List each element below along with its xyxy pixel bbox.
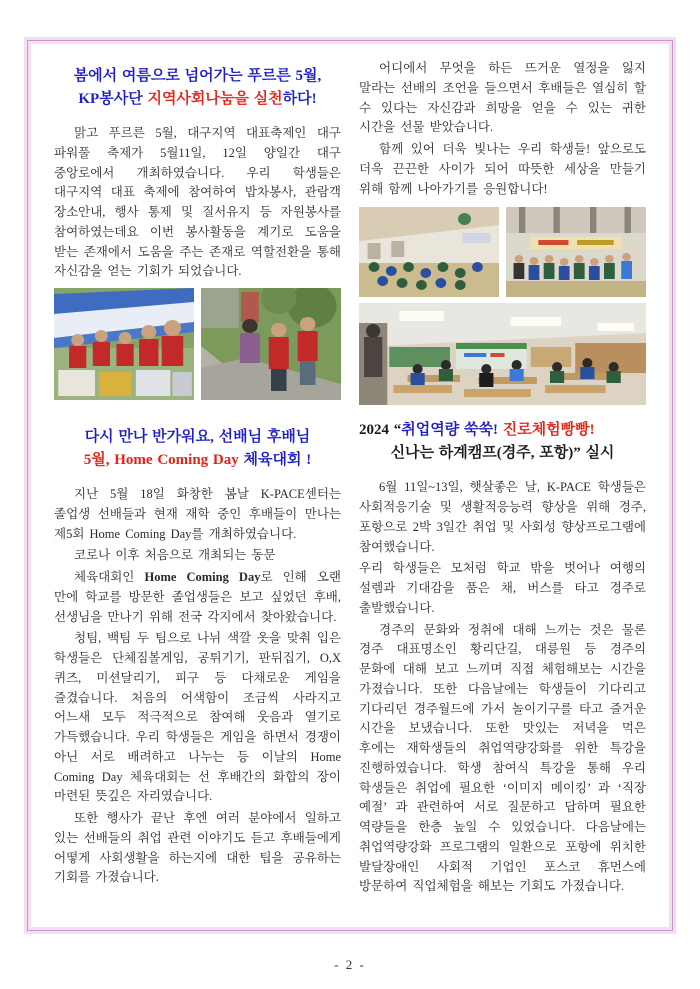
photo-volunteer-booth — [54, 288, 194, 400]
article2-title — [54, 426, 341, 471]
article2-title-line2-blue: 체육대회 ! — [238, 451, 312, 468]
article3-title-red: 진로체험빵빵! — [497, 422, 595, 439]
article3-title-line1 — [359, 419, 646, 442]
article3-paragraph-3: 경주의 문화와 정취에 대해 느끼는 것은 물론 경주 대표명소인 황리단길, 대릉원 등 경주의 문화에 대해 보고 느끼며 직접 체험해보는 시간을 가졌습니다. 또한 다음날에는 학생들이 기다리고 기다리던 경주월드에 가서 놀이기구를 타고 즐거운 시간을 보냈습니다. 또한 맛있는 저녁을 먹은 후에는 재학생들의 취업역량강화를 위한 특강을 진행하였습니다. 학생 참여식 특강을 통해 우리 학생들은 취업에 필요한 ‘이미지 메이킹’ 과 ‘직장 예절’ 과 관련하여 서로 질문하고 답하며 필요한 역량들을 한층 높일 수 있었습니다. 다음날에는 취업역량강화 프로그램의 일환으로 포항에 위치한 발달장애인 사회적 기업인 포스코 휴먼스에 방문하여 직업체험을 해보는 기회도 가졌습니다. — [359, 622, 646, 894]
photo-volunteer-park — [201, 288, 341, 400]
article2-paragraph-3: 청팀, 백팀 두 팀으로 나뉘 색깔 옷을 맞춰 입은 학생들은 단체짐볼게임, 공튀기기, 판뒤집기, O,X 퀴즈, 미션달리기, 피구 등 다채로운 게임을 즐겼습니다. 처음의 어색함이 조금씩 사라지고 어느새 모두 적극적으로 참여해 웃음과 열기로 가득했습니다. 우리 학생들은 게임을 하면서 경쟁이 아닌 서로 배려하고 나누는 등 이날의 Home Coming Day 체육대회는 선 후배간의 화합의 장이 마련된 뜻깊은 자리였습니다. — [54, 631, 341, 804]
article1-title-line2-blue2: 하다! — [282, 90, 317, 107]
right-intro-paragraph-2: 함께 있어 더욱 빛나는 우리 학생들! 앞으로도 더욱 끈끈한 사이가 되어 따뜻한 세상을 만들기 위해 함께 나아가기를 응원합니다! — [359, 142, 646, 196]
gym-photo-row — [359, 207, 646, 297]
article2-title-line1: 다시 만나 반가워요, 선배님 후배님 — [84, 429, 311, 445]
photo-gym-assembly — [359, 207, 499, 297]
article3-title-black: 2024 “ — [359, 422, 402, 439]
article1-title-line2-red: 지역사회나눔을 실천 — [147, 90, 283, 107]
article3-title-line2: 신나는 하계캠프(경주, 포항)” 실시 — [390, 444, 615, 461]
article1-paragraph: 맑고 푸르른 5월, 대구지역 대표축제인 대구 파워풀 축제가 5월11일, 12일 양일간 대구 중앙로에서 개최하였습니다. 우리 학생들은 대구지역 대표 축제에 참여하여 밥차봉사, 관람객 장소안내, 행사 통제 및 질서유지 등 자원봉사를 참여하였는데요 이번 봉사활동을 계기로 도움을 받는 존재에서 도움을 주는 존재로 역할전환을 통해 자신감을 얻는 기회가 되었습니다. — [54, 126, 341, 279]
photo-lecture-room — [359, 303, 646, 405]
article3-paragraph-2: 우리 학생들은 모처럼 학교 밖을 벗어나 여행의 설렘과 기대감을 품은 채, 버스를 타고 경주로 출발했습니다. — [359, 561, 646, 615]
lecture-photo-row — [359, 303, 646, 405]
photo-gym-group — [506, 207, 646, 297]
article2-para2b-bold: Home Coming Day — [144, 570, 261, 584]
article1-title-line2-blue1: KP봉사단 — [78, 90, 148, 107]
two-column-content — [28, 41, 672, 930]
article3-paragraph-1: 6월 11일~13일, 햇살좋은 날, K-PACE 학생들은 사회적응기술 및 생활적응능력 향상을 위해 경주, 포항으로 2박 3일간 취업 및 사회성 향상프로그램에 참여했습니다. — [359, 480, 646, 554]
article1-title-line1: 봄에서 여름으로 넘어가는 푸르른 5월, — [73, 68, 322, 84]
volunteer-booth-illustration — [54, 288, 194, 400]
page-number: - 2 - — [334, 957, 366, 972]
page-border-frame — [27, 40, 673, 931]
article2-para2b-pre: 체육대회인 — [74, 570, 145, 584]
article2-paragraph-1: 지난 5월 18일 화창한 봄날 K-PACE센터는 졸업생 선배들과 현재 재학 중인 후배들이 만나는 제5회 Home Coming Day를 개최하였습니다. — [54, 487, 341, 541]
lecture-room-illustration — [359, 303, 646, 405]
article1-photo-row — [54, 288, 341, 400]
article2-paragraph-4: 또한 행사가 끝난 후엔 여러 분야에서 일하고 있는 선배들의 취업 관련 이야기도 듣고 후배들에게 어떻게 사회생활을 하는지에 대한 팁을 공유하는 기회를 가졌습니다. — [54, 811, 341, 885]
article2-title-line2-red: 5월, Home Coming Day — [83, 451, 239, 468]
left-column — [54, 53, 341, 920]
article1-title — [54, 65, 341, 110]
right-column — [359, 53, 646, 920]
gym-group-illustration — [506, 207, 646, 297]
article3-title-blue: 취업역량 쑥쑥! — [401, 422, 498, 439]
article3-title — [359, 419, 646, 464]
article2-para2b-post: 로 인해 오랜 만에 학교를 방문한 졸업생들은 보고 싶었던 후배, 선생님을 만나기 위해 전국 각지에서 찾아왔습니다. — [54, 570, 341, 624]
gym-assembly-illustration — [359, 207, 499, 297]
article2-paragraph-2b — [54, 568, 341, 627]
right-intro-paragraph-1: 어디에서 무엇을 하든 뜨거운 열정을 잃지 말라는 선배의 조언을 들으면서 후배들은 열심히 할 수 있다는 자신감과 희망을 얻을 수 있는 귀한 시간을 선물 받았습니다. — [359, 61, 646, 135]
volunteer-park-illustration — [201, 288, 341, 400]
article2-paragraph-2a: 코로나 이후 처음으로 개최되는 동문 — [74, 548, 276, 563]
